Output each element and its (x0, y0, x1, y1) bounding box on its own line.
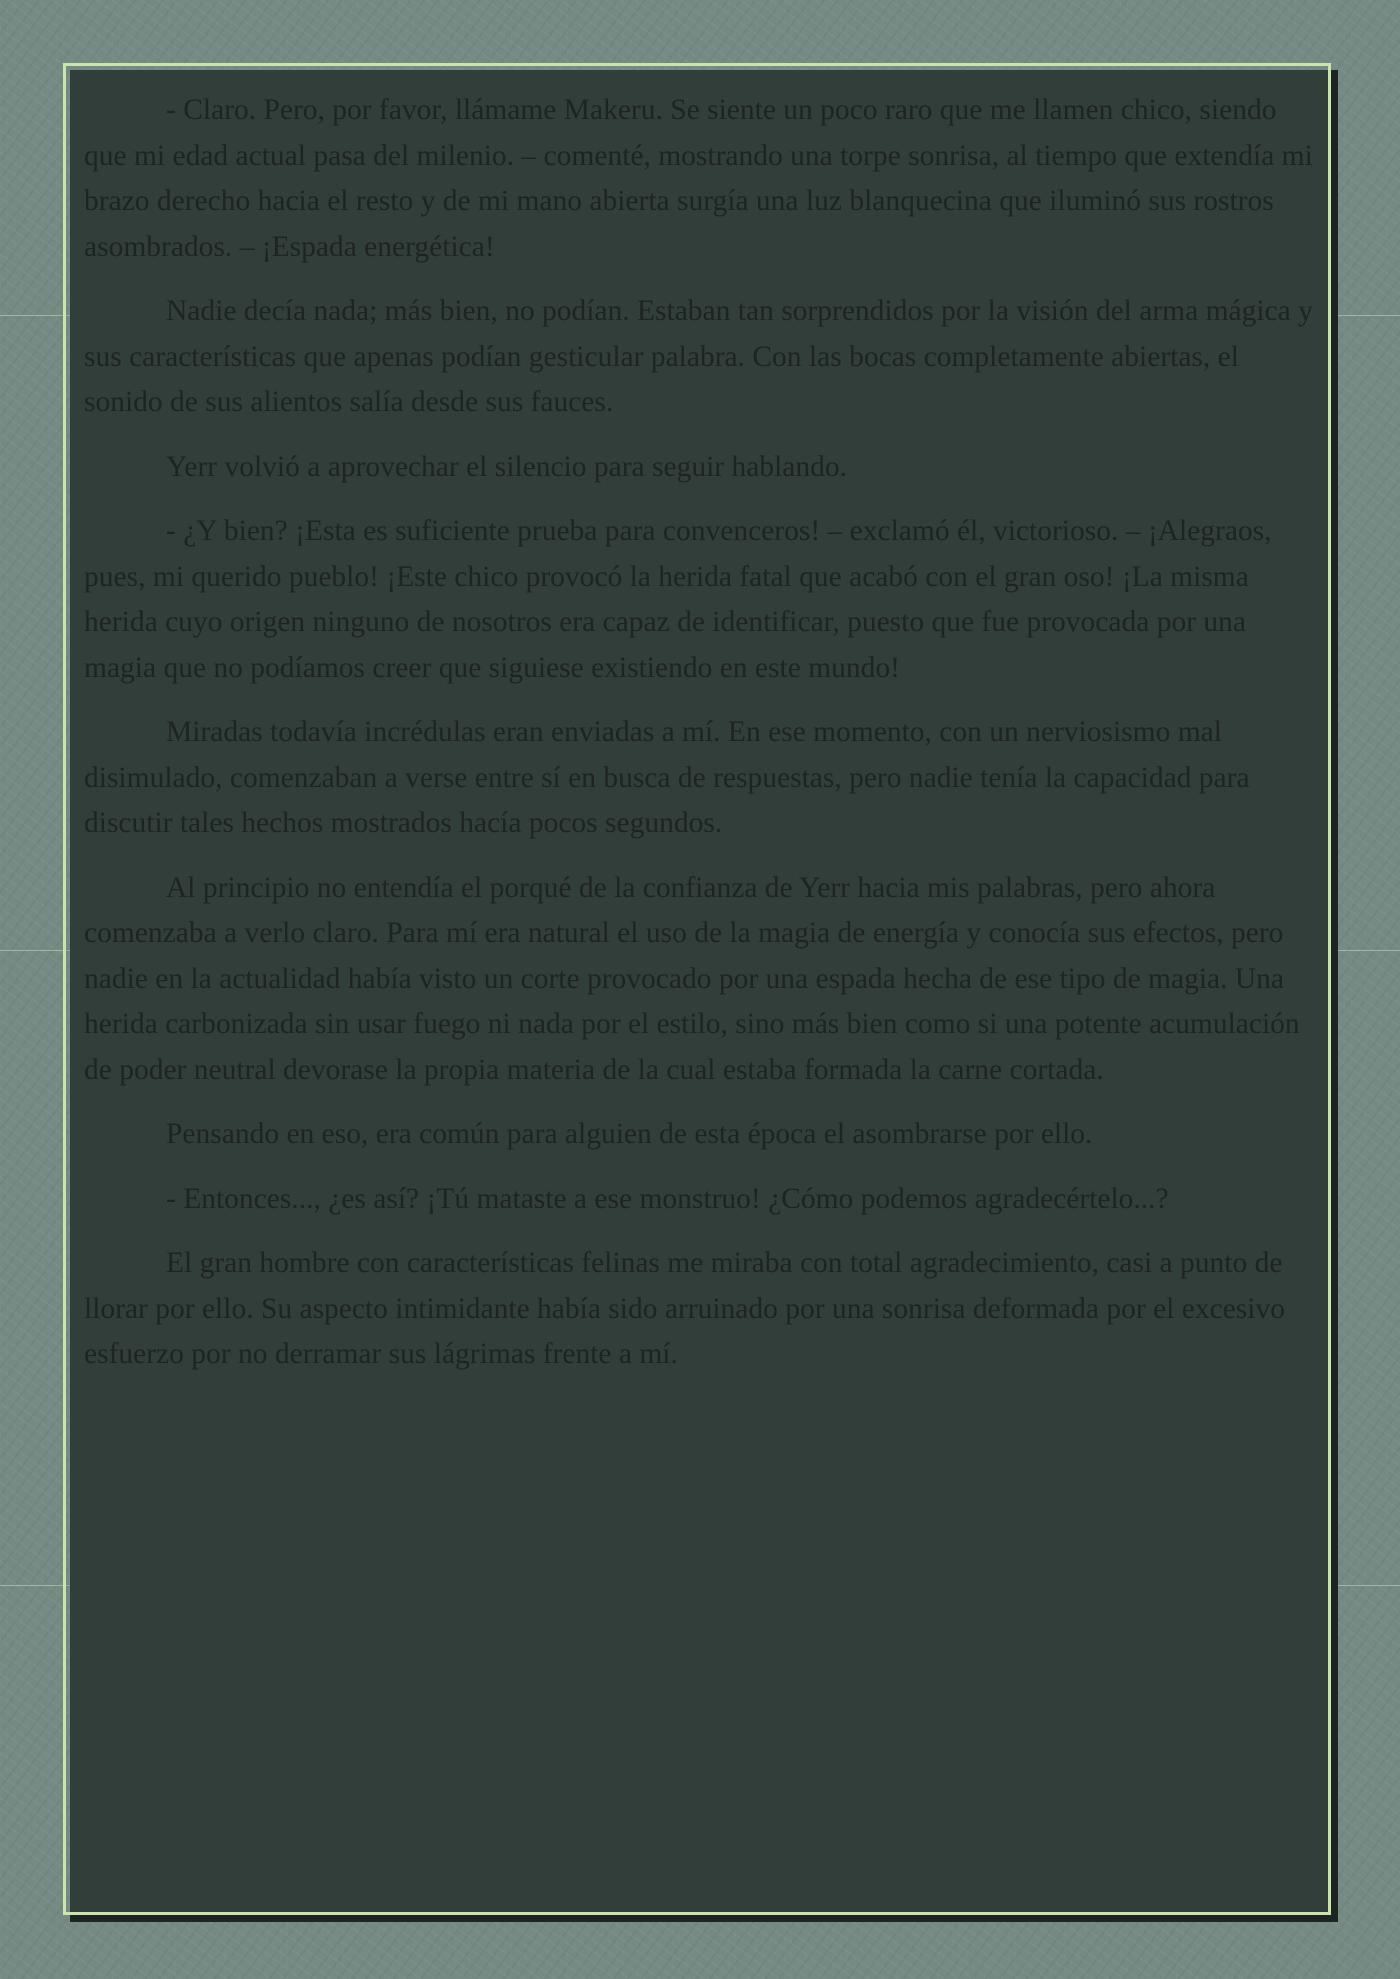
paragraph: Yerr volvió a aprovechar el silencio para seguir hablando. (166, 450, 848, 483)
paragraph: Miradas todavía incrédulas eran enviadas a mí. En ese momento, con un nerviosismo mal disimulado, comenzaban a verse entre sí en busca de respuestas, pero nadie tenía la capacidad para discutir tales hechos mostrados hacía pocos segundos. (84, 716, 1250, 839)
paragraph: Pensando en eso, era común para alguien de esta época el asombrarse por ello. (166, 1118, 1093, 1150)
document-body (84, 88, 1316, 1397)
paragraph: - Entonces..., ¿es así? ¡Tú mataste a ese monstruo! ¿Cómo podemos agradecértelo...? (166, 1182, 1169, 1215)
paragraph: Al principio no entendía el porqué de la confianza de Yerr hacia mis palabras, pero ahora comenzaba a verlo claro. Para mí era natural el uso de la magia de energía y conocía sus efectos, pero nadie en la actualidad había visto un corte provocado por una espada hecha de ese tipo de magia. Una herida carbonizada sin usar fuego ni nada por el estilo, sino más bien como si una potente acumulación de poder neutral devorase la propia materia de la cual estaba formada la carne cortada. (84, 871, 1300, 1086)
paragraph: - Claro. Pero, por favor, llámame Makeru. Se siente un poco raro que me llamen chico, siendo que mi edad actual pasa del milenio. – comenté, mostrando una torpe sonrisa, al tiempo que extendía mi brazo derecho hacia el resto y de mi mano abierta surgía una luz blanquecina que iluminó sus rostros asombrados. – ¡Espada energética! (84, 94, 1313, 263)
paragraph: - ¿Y bien? ¡Esta es suficiente prueba para convenceros! – exclamó él, victorioso. – ¡Alegraos, pues, mi querido pueblo! ¡Este chico provocó la herida fatal que acabó con el gran oso! ¡La misma herida cuyo origen ninguno de nosotros era capaz de identificar, puesto que fue provocada por una magia que no podíamos creer que siguiese existiendo en este mundo! (84, 515, 1272, 684)
paragraph: El gran hombre con características felinas me miraba con total agradecimiento, casi a punto de llorar por ello. Su aspecto intimidante había sido arruinado por una sonrisa deformada por el excesivo esfuerzo por no derramar sus lágrimas frente a mí. (84, 1247, 1285, 1370)
paragraph: Nadie decía nada; más bien, no podían. Estaban tan sorprendidos por la visión del arma mágica y sus características que apenas podían gesticular palabra. Con las bocas completamente abiertas, el sonido de sus alientos salía desde sus fauces. (84, 295, 1313, 418)
